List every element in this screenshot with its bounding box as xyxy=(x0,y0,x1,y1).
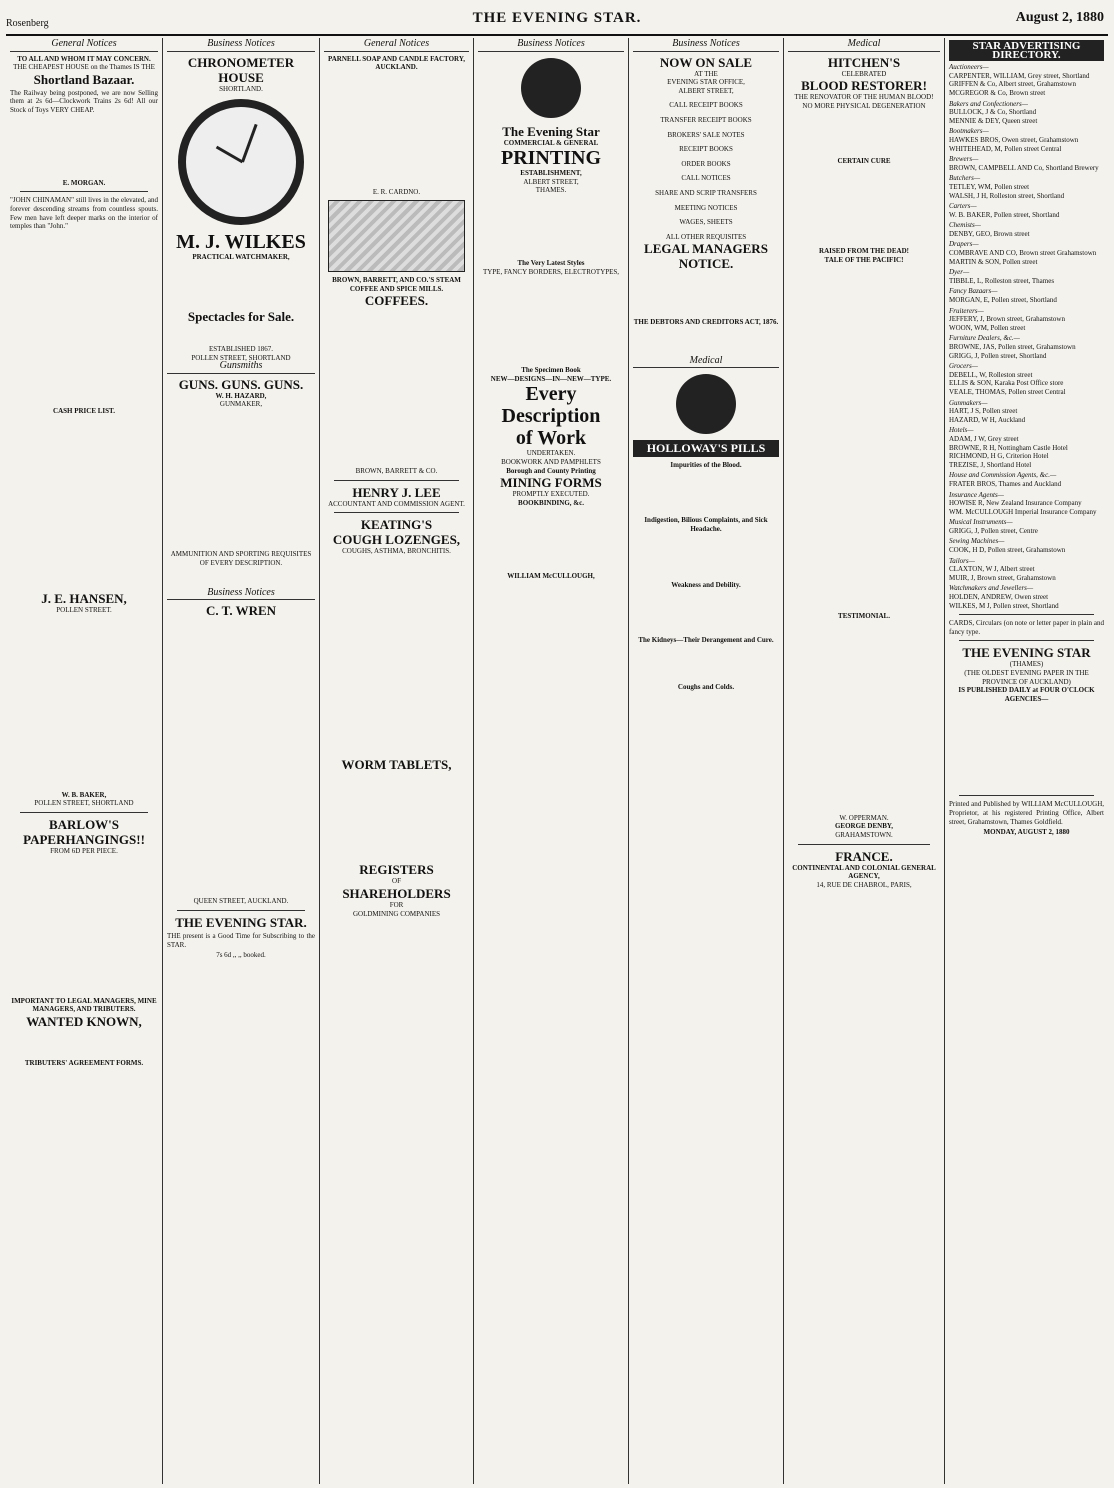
column-5 xyxy=(629,38,784,1484)
wren-address: QUEEN STREET, AUCKLAND. xyxy=(193,897,289,906)
printed-by: Printed and Published by WILLIAM McCULLOUGH, Proprietor, at his registered Printing Office, Albert street, Grahamstown, Thames Goldfield. xyxy=(949,800,1104,826)
directory-entry: TIBBLE, L, Rolleston street, Thames xyxy=(949,276,1055,285)
opperman-signature: W. OPPERMAN. xyxy=(839,813,889,822)
clock-hand xyxy=(241,124,257,163)
wilkes-name: M. J. WILKES xyxy=(176,231,306,254)
divider xyxy=(177,910,305,911)
lee-name: HENRY J. LEE xyxy=(352,484,441,500)
gunsmiths-header: Gunsmiths xyxy=(167,362,315,374)
shareholders-heading: SHAREHOLDERS xyxy=(342,885,451,901)
newspaper-columns xyxy=(6,38,1108,1484)
directory-entry: TETLEY, WM, Pollen street xyxy=(949,182,1030,191)
coffees-body xyxy=(324,310,469,465)
medical-header: Medical xyxy=(633,357,779,369)
hitchens-heading: HITCHEN'S xyxy=(827,54,901,70)
coffee-brand-illustration xyxy=(328,200,465,272)
latest-styles: The Very Latest Styles xyxy=(517,259,585,268)
directory-category: Fruiterers— xyxy=(949,306,984,315)
bookbinding-heading: BOOKBINDING, &c. xyxy=(518,498,584,507)
type-body xyxy=(478,278,624,364)
directory-entry: FRATER BROS, Thames and Auckland xyxy=(949,479,1062,488)
bookwork-line: BOOKWORK AND PAMPHLETS xyxy=(501,458,601,467)
directory-category: Grocers— xyxy=(949,362,978,371)
directory-category: Dyer— xyxy=(949,268,970,277)
directory-category: Brewers— xyxy=(949,155,979,164)
practical-watchmaker: PRACTICAL WATCHMAKER, xyxy=(192,253,290,262)
directory-entry: BROWNE, R H, Nottingham Castle Hotel xyxy=(949,443,1068,452)
business-notices-header: Business Notices xyxy=(167,589,315,601)
barlow-heading: BARLOW'S xyxy=(48,816,120,832)
chronometer-location: SHORTLAND. xyxy=(219,84,263,93)
col1-header: General Notices xyxy=(10,40,158,52)
directory-entry: MCGREGOR & Co, Brown street xyxy=(949,88,1046,97)
debtors-heading: THE DEBTORS AND CREDITORS ACT, 1876. xyxy=(633,318,779,327)
directory-entry: RICHMOND, H G, Criterion Hotel xyxy=(949,452,1049,461)
albert-street: ALBERT STREET, xyxy=(523,177,579,186)
coffees-heading: COFFEES. xyxy=(364,293,429,309)
directory-entry: HOWISE R, New Zealand Insurance Company xyxy=(949,499,1082,508)
divider xyxy=(959,614,1094,615)
new-designs: NEW—DESIGNS—IN—NEW—TYPE. xyxy=(490,374,612,383)
bazaar-list xyxy=(10,117,158,177)
indigestion-heading: Indigestion, Bilious Complaints, and Sick Headache. xyxy=(644,516,768,533)
directory-entry: GRIGG, J, Pollen street, Centre xyxy=(949,526,1038,535)
wanted-heading: WANTED KNOWN, xyxy=(26,1013,142,1029)
kidneys-heading: The Kidneys—Their Derangement and Cure. xyxy=(638,636,774,645)
impurities-heading: Impurities of the Blood. xyxy=(670,460,742,469)
for-label: FOR xyxy=(389,900,404,909)
denby-location: GRAHAMSTOWN. xyxy=(835,831,893,840)
worm-tablets-heading: WORM TABLETS, xyxy=(341,757,452,773)
mccullough-name: WILLIAM McCULLOUGH, xyxy=(507,571,595,580)
directory-category: Drapers— xyxy=(949,240,979,249)
directory-entry: CLAXTON, W J, Albert street xyxy=(949,565,1035,574)
spectacles-heading: Spectacles for Sale. xyxy=(187,308,295,324)
directory-category: Auctioneers— xyxy=(949,63,989,72)
column-7 xyxy=(945,38,1108,1484)
notice-lead: THE CHEAPEST HOUSE on the Thames IS THE xyxy=(13,63,155,72)
france-heading: FRANCE. xyxy=(835,848,893,864)
clock-hand xyxy=(216,146,243,164)
hansen-address: POLLEN STREET. xyxy=(56,606,112,615)
undertaken-label: UNDERTAKEN. xyxy=(526,449,576,458)
worm-body xyxy=(324,774,469,860)
masthead-left: Rosenberg xyxy=(6,18,49,29)
directory-category: Bakers and Confectioners— xyxy=(949,99,1028,108)
directory-category: Furniture Dealers, &c.— xyxy=(949,334,1020,343)
every-heading: Every xyxy=(525,383,577,406)
sale-list-item: BROKERS' SALE NOTES xyxy=(667,130,745,139)
debtors-body xyxy=(633,329,779,355)
sale-list-item: SHARE AND SCRIP TRANSFERS xyxy=(655,188,757,197)
of-label: OF xyxy=(392,877,401,886)
directory-entry: BULLOCK, J & Co, Shortland xyxy=(949,108,1037,117)
description-heading: Description xyxy=(501,405,601,428)
directory-entry: COMBRAVE AND CO, Brown street Grahamstown xyxy=(949,249,1097,258)
printing-heading: PRINTING xyxy=(500,147,601,170)
directory-category: Sewing Machines— xyxy=(949,537,1005,546)
denby-name: GEORGE DENBY, xyxy=(834,822,894,831)
directory-category: Chemists— xyxy=(949,221,981,230)
masthead-rule xyxy=(6,34,1108,36)
coughs-heading: Coughs and Colds. xyxy=(677,683,735,692)
weakness-heading: Weakness and Debility. xyxy=(671,580,741,589)
tale-heading: TALE OF THE PACIFIC! xyxy=(824,255,904,264)
now-on-sale-heading: NOW ON SALE xyxy=(659,54,753,70)
directory-entry: WM. McCULLOUGH Imperial Insurance Company xyxy=(949,507,1097,516)
col2-header: Business Notices xyxy=(167,40,315,52)
masthead xyxy=(0,0,1114,36)
agencies-body xyxy=(949,705,1104,791)
brown-barrett-heading: BROWN, BARRETT, AND CO.'S STEAM COFFEE AND SPICE MILLS. xyxy=(332,276,461,293)
parnell-body xyxy=(324,74,469,186)
cash-price-heading: CASH PRICE LIST. xyxy=(53,406,115,415)
bazaar-text: The Railway being postponed, we are now Selling them at 2s 6d—Clockwork Trains 2s 6d! All our Stock of Toys VERY CHEAP. xyxy=(10,88,158,114)
directory-list xyxy=(949,63,1104,610)
crest-icon xyxy=(676,374,736,434)
column-1 xyxy=(6,38,163,1484)
cards-text: CARDS, Circulars (on note or letter paper in plain and fancy type. xyxy=(949,619,1104,636)
directory-entry: VEALE, THOMAS, Pollen street Central xyxy=(949,387,1066,396)
testimonial-heading: TESTIMONIAL. xyxy=(838,612,890,621)
mining-forms-heading: MINING FORMS xyxy=(500,475,602,491)
oldest-label: (THE OLDEST EVENING PAPER IN THE PROVINCE OF AUCKLAND) xyxy=(964,669,1089,686)
holloway-banner: HOLLOWAY'S PILLS xyxy=(633,440,779,457)
column-3 xyxy=(320,38,474,1484)
all-other-requisites: ALL OTHER REQUISITES xyxy=(665,232,747,241)
wren-body xyxy=(167,620,315,895)
directory-entry: CARPENTER, WILLIAM, Grey street, Shortland xyxy=(949,71,1090,80)
keatings-heading: KEATING'S xyxy=(360,517,433,533)
tale-body xyxy=(788,266,940,610)
directory-entry: MARTIN & SON, Pollen street xyxy=(949,257,1038,266)
no-more-label: NO MORE PHYSICAL DEGENERATION xyxy=(802,101,926,110)
published-label: IS PUBLISHED DAILY at FOUR O'CLOCK xyxy=(958,686,1095,695)
directory-category: Gunmakers— xyxy=(949,398,988,407)
kidneys-body xyxy=(633,647,779,681)
directory-entry: BROWN, CAMPBELL AND Co, Shortland Brewery xyxy=(949,163,1099,172)
booked-text: 7s 6d ,, ,, booked. xyxy=(216,951,266,960)
baker-address: POLLEN STREET, SHORTLAND xyxy=(34,799,134,808)
directory-entry: TREZISE, J, Shortland Hotel xyxy=(949,460,1032,469)
brown-barrett-signature: BROWN, BARRETT & CO. xyxy=(355,466,438,475)
directory-entry: MORGAN, E, Pollen street, Shortland xyxy=(949,296,1057,305)
paperhangings-heading: PAPERHANGINGS!! xyxy=(23,831,145,847)
body-text xyxy=(10,233,158,405)
directory-category: Fancy Bazaars— xyxy=(949,287,998,296)
commercial-heading: COMMERCIAL & GENERAL xyxy=(503,138,599,147)
masthead-title: THE EVENING STAR. xyxy=(472,10,642,26)
sale-list-item: WAGES, SHEETS xyxy=(679,218,733,227)
morgan-signature: E. MORGAN. xyxy=(62,178,106,187)
paris-address: 14, RUE DE CHABROL, PARIS, xyxy=(816,880,912,889)
issue-date: MONDAY, AUGUST 2, 1880 xyxy=(983,828,1070,837)
sale-list-item: TRANSFER RECEIPT BOOKS xyxy=(660,115,752,124)
cough-subheading: COUGHS, ASTHMA, BRONCHITIS. xyxy=(342,547,451,556)
ammo-text: AMMUNITION AND SPORTING REQUISITES OF EVERY DESCRIPTION. xyxy=(170,550,312,567)
cough-lozenges-heading: COUGH LOZENGES, xyxy=(332,532,461,548)
raised-heading: RAISED FROM THE DEAD! xyxy=(819,247,909,256)
sale-list-item: ORDER BOOKS xyxy=(681,159,731,168)
important-heading: IMPORTANT TO LEGAL MANAGERS, MINE MANAGERS, AND TRIBUTERS. xyxy=(11,996,157,1014)
divider xyxy=(20,812,148,813)
sale-list-item: RECEIPT BOOKS xyxy=(679,145,733,154)
hazard-name: W. H. HAZARD, xyxy=(215,391,267,400)
bazaar-heading: Shortland Bazaar. xyxy=(33,71,135,87)
of-work-heading: of Work xyxy=(515,427,587,450)
guns-heading: GUNS. GUNS. GUNS. xyxy=(178,376,304,392)
directory-entry: HART, J S, Pollen street xyxy=(949,407,1018,416)
directory-entry: DENBY, GEO, Brown street xyxy=(949,229,1030,238)
directory-entry: COOK, H D, Pollen street, Grahamstown xyxy=(949,546,1066,555)
divider xyxy=(798,844,930,845)
directory-entry: HAZARD, W H, Auckland xyxy=(949,415,1026,424)
star-logo-text: The Evening Star xyxy=(502,123,600,139)
directory-entry: HAWKES BROS, Owen street, Grahamstown xyxy=(949,135,1079,144)
directory-entry: ADAM, J W, Grey street xyxy=(949,434,1019,443)
certain-body xyxy=(788,168,940,245)
parnell-heading: PARNELL SOAP AND CANDLE FACTORY, AUCKLAND. xyxy=(328,54,465,72)
wilkes-body xyxy=(167,264,315,307)
directory-category: Bootmakers— xyxy=(949,127,989,136)
divider xyxy=(20,191,148,192)
divider xyxy=(959,640,1094,641)
directory-category: Carters— xyxy=(949,202,977,211)
hansen-body xyxy=(10,617,158,789)
divider xyxy=(959,795,1094,796)
directory-entry: MUIR, J, Brown street, Grahamstown xyxy=(949,573,1056,582)
column-2 xyxy=(163,38,320,1484)
hitchens-body xyxy=(788,112,940,155)
directory-entry: JEFFERY, J, Brown street, Grahamstown xyxy=(949,315,1065,324)
barlow-body xyxy=(10,857,158,995)
star-thames-heading: THE EVENING STAR xyxy=(962,645,1091,661)
testimonial-body xyxy=(788,623,940,812)
notice-heading: NOTICE. xyxy=(678,256,734,272)
type-line: TYPE, FANCY BORDERS, ELECTROTYPES, xyxy=(482,267,620,276)
price-list xyxy=(10,417,158,589)
column-6 xyxy=(784,38,945,1484)
evening-star-heading: THE EVENING STAR. xyxy=(175,914,307,930)
divider xyxy=(334,512,459,513)
directory-category: Watchmakers and Jewellers— xyxy=(949,584,1034,593)
directory-entry: DEBELL, W, Rolleston street xyxy=(949,370,1033,379)
at-the-label: AT THE xyxy=(694,69,718,78)
baker-name: W. B. BAKER, xyxy=(61,790,107,799)
continental-heading: CONTINENTAL AND COLONIAL GENERAL AGENCY, xyxy=(792,863,936,881)
directory-entry: MENNIE & DEY, Queen street xyxy=(949,116,1038,125)
directory-category: Butchers— xyxy=(949,174,981,183)
cough-body xyxy=(324,558,469,756)
sale-list-item: MEETING NOTICES xyxy=(674,203,738,212)
directory-entry: WILKES, M J, Pollen street, Shortland xyxy=(949,601,1059,610)
tributers-heading: TRIBUTERS' AGREEMENT FORMS. xyxy=(24,1058,144,1067)
directory-entry: WALSH, J H, Rolleston street, Shortland xyxy=(949,191,1065,200)
hansen-name: J. E. HANSEN, xyxy=(41,591,127,607)
registers-heading: REGISTERS xyxy=(359,862,434,878)
directory-title: STAR ADVERTISING DIRECTORY. xyxy=(949,40,1104,61)
directory-entry: HOLDEN, ANDREW, Owen street xyxy=(949,593,1049,602)
specimen-heading: The Specimen Book xyxy=(521,366,581,375)
directory-category: House and Commission Agents, &c.— xyxy=(949,471,1057,480)
impurities-body xyxy=(633,471,779,514)
renovator-label: THE RENOVATOR OF THE HUMAN BLOOD! xyxy=(794,93,934,102)
office-label: EVENING STAR OFFICE, xyxy=(667,78,745,87)
directory-category: Musical Instruments— xyxy=(949,518,1013,527)
indigestion-body xyxy=(633,536,779,579)
directory-entry: WOON, WM, Pollen street xyxy=(949,323,1026,332)
cardno-signature: E. R. CARDNO. xyxy=(372,187,421,196)
directory-entry: ELLIS & SON, Karaka Post Office store xyxy=(949,379,1064,388)
gunmaker: GUNMAKER, xyxy=(219,400,263,409)
bookbinding-body xyxy=(478,509,624,569)
sale-list-item: CALL RECEIPT BOOKS xyxy=(669,101,743,110)
hazard-footer xyxy=(167,570,315,587)
directory-entry: BROWNE, JAS, Pollen street, Grahamstown xyxy=(949,343,1076,351)
legal-managers-heading: LEGAL MANAGERS xyxy=(644,241,768,257)
agencies-label: AGENCIES— xyxy=(1004,694,1049,703)
col6-header: Medical xyxy=(788,40,940,52)
establishment-heading: ESTABLISHMENT, xyxy=(520,169,582,178)
clock-icon xyxy=(178,99,304,225)
spectacles-body xyxy=(167,326,315,343)
column-4 xyxy=(474,38,629,1484)
notice-title: TO ALL AND WHOM IT MAY CONCERN. xyxy=(17,54,151,63)
thames-location: THAMES. xyxy=(535,186,567,195)
celebrated-label: CELEBRATED xyxy=(841,69,887,78)
john-chinaman-text: "JOHN CHINAMAN" still lives in the elevated, and forever descending streams from countless spouts. Few men have left deeper marks on the interior of temples than "John." xyxy=(10,196,158,231)
promptly-label: PROMPTLY EXECUTED. xyxy=(512,490,590,499)
paper-price: FROM 6D PER PIECE. xyxy=(50,846,118,855)
col5-header: Business Notices xyxy=(633,40,779,52)
goldmining-label: GOLDMINING COMPANIES xyxy=(352,909,441,918)
directory-category: Hotels— xyxy=(949,426,974,435)
sale-list-item: CALL NOTICES xyxy=(681,174,731,183)
borough-line: Borough and County Printing xyxy=(506,466,596,475)
col4-header: Business Notices xyxy=(478,40,624,52)
blood-restorer-heading: BLOOD RESTORER! xyxy=(801,78,927,94)
directory-entry: GRIFFEN & Co, Albert street, Grahamstown xyxy=(949,80,1076,89)
notice-body xyxy=(633,273,779,316)
divider xyxy=(334,480,459,481)
directory-entry: WHITEHEAD, M, Pollen street Central xyxy=(949,144,1062,153)
chronometer-heading: CHRONOMETER HOUSE xyxy=(187,54,295,85)
col3-header: General Notices xyxy=(324,40,469,52)
wanted-body xyxy=(10,1031,158,1057)
directory-category: Insurance Agents— xyxy=(949,490,1004,499)
star-emblem-icon xyxy=(521,58,581,118)
masthead-date: August 2, 1880 xyxy=(1015,10,1104,25)
subscribe-text: THE present is a Good Time for Subscribing to the STAR. xyxy=(167,931,315,949)
established: ESTABLISHED 1867. xyxy=(209,344,273,353)
albert-label: ALBERT STREET, xyxy=(678,86,734,95)
pollen-address: POLLEN STREET, SHORTLAND xyxy=(191,353,291,362)
certain-cure-heading: CERTAIN CURE xyxy=(837,157,891,166)
hazard-body xyxy=(167,411,315,549)
printing-body xyxy=(478,197,624,257)
lee-title: ACCOUNTANT AND COMMISSION AGENT. xyxy=(328,499,465,508)
directory-category: Tailors— xyxy=(949,556,975,565)
thames-label: (THAMES) xyxy=(1009,660,1044,669)
weakness-body xyxy=(633,591,779,634)
wren-name: C. T. WREN xyxy=(205,603,277,619)
directory-entry: W. B. BAKER, Pollen street, Shortland xyxy=(949,210,1060,219)
directory-entry: GRIGG, J, Pollen street, Shortland xyxy=(949,351,1047,360)
